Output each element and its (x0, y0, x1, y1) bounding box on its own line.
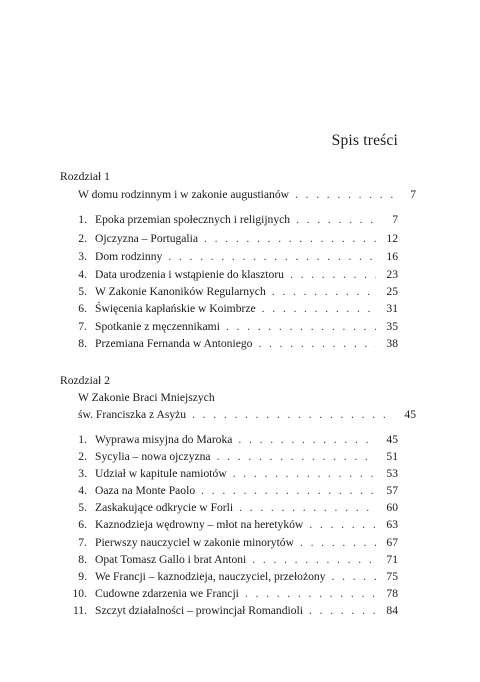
toc-entry (60, 568, 398, 586)
leader-dots (252, 551, 376, 569)
toc-entry (60, 248, 398, 266)
entry-page: 63 (386, 518, 398, 531)
entry-page: 67 (386, 536, 398, 549)
entry-page: 12 (386, 232, 398, 245)
toc-entry (60, 431, 398, 449)
toc-entry (60, 499, 398, 517)
toc-entry (60, 585, 398, 603)
entry-number: 4. (78, 268, 87, 281)
entry-number: 6. (78, 518, 87, 531)
chapter-2-heading-line1: W Zakonie Braci Mniejszych (78, 391, 215, 404)
leader-dots (217, 448, 376, 466)
entry-page: 60 (386, 501, 398, 514)
entry-title: Oaza na Monte Paolo (95, 484, 196, 497)
leader-dots (295, 186, 394, 204)
chapter-1-page: 7 (410, 188, 416, 201)
entry-page: 31 (386, 302, 398, 315)
entry-title: Epoka przemian społecznych i religijnych (95, 213, 291, 226)
entry-page: 7 (392, 213, 398, 226)
toc-title: Spis treści (331, 132, 398, 149)
leader-dots (192, 406, 394, 424)
entry-number: 7. (78, 320, 87, 333)
chapter-1-label: Rozdział 1 (60, 170, 110, 183)
entry-number: 1. (78, 433, 87, 446)
leader-dots (168, 248, 376, 266)
toc-entry (60, 448, 398, 466)
toc-entry (60, 300, 398, 318)
entry-title: Szczyt działalności – prowincjał Romandioli (95, 604, 303, 617)
entry-title: Opat Tomasz Gallo i brat Antoni (95, 553, 247, 566)
entry-title: W Zakonie Kanoników Regularnych (95, 285, 266, 298)
entry-number: 4. (78, 484, 87, 497)
entry-title: Wyprawa misyjna do Maroka (95, 433, 233, 446)
entry-title: Kaznodzieja wędrowny – młot na heretyków (95, 518, 304, 531)
chapter-2-heading-text: św. Franciszka z Asyżu (78, 408, 187, 421)
toc-entry (60, 230, 398, 248)
entry-number: 5. (78, 285, 87, 298)
entry-title: Sycylia – nowa ojczyzna (95, 450, 211, 463)
entry-title: Data urodzenia i wstąpienie do klasztoru (95, 268, 284, 281)
entry-number: 2. (78, 450, 87, 463)
leader-dots (258, 335, 376, 353)
entry-number: 9. (78, 570, 87, 583)
entry-page: 45 (386, 433, 398, 446)
entry-title: Udział w kapitule namiotów (95, 467, 227, 480)
toc-entry (60, 335, 398, 353)
entry-title: Cudowne zdarzenia we Francji (95, 587, 239, 600)
entry-title: We Francji – kaznodzieja, nauczyciel, przełożony (95, 570, 326, 583)
entry-number: 8. (78, 553, 87, 566)
entry-number: 10. (72, 587, 87, 600)
entry-number: 5. (78, 501, 87, 514)
toc-entry (60, 211, 398, 229)
toc-entry (60, 318, 398, 336)
leader-dots (300, 534, 376, 552)
entry-number: 11. (72, 604, 87, 617)
chapter-2-label: Rozdział 2 (60, 374, 110, 387)
toc-entry (60, 283, 398, 301)
entry-number: 2. (78, 232, 87, 245)
entry-page: 78 (386, 587, 398, 600)
entry-page: 75 (386, 570, 398, 583)
entry-page: 35 (386, 320, 398, 333)
entry-number: 3. (78, 467, 87, 480)
entry-page: 38 (386, 337, 398, 350)
leader-dots (226, 318, 376, 336)
entry-title: Zaskakujące odkrycie w Forli (95, 501, 234, 514)
leader-dots (204, 230, 376, 248)
chapter-2-page: 45 (404, 408, 416, 421)
leader-dots (309, 516, 376, 534)
chapter-2-heading (60, 406, 416, 424)
entry-page: 71 (386, 553, 398, 566)
entry-title: Pierwszy nauczyciel w zakonie minorytów (95, 536, 294, 549)
leader-dots (272, 283, 376, 301)
leader-dots (239, 499, 376, 517)
entry-title: Przemiana Fernanda w Antoniego (95, 337, 253, 350)
leader-dots (309, 602, 376, 620)
leader-dots (238, 431, 376, 449)
entry-page: 57 (386, 484, 398, 497)
entry-page: 23 (386, 268, 398, 281)
entry-number: 7. (78, 536, 87, 549)
toc-entry (60, 465, 398, 483)
entry-page: 16 (386, 250, 398, 263)
toc-entry (60, 482, 398, 500)
leader-dots (290, 266, 376, 284)
entry-title: Święcenia kapłańskie w Koimbrze (95, 302, 256, 315)
toc-entry (60, 602, 398, 620)
entry-title: Dom rodzinny (95, 250, 163, 263)
toc-entry (60, 516, 398, 534)
chapter-1-heading (60, 186, 416, 204)
toc-entry (60, 551, 398, 569)
entry-number: 1. (78, 213, 87, 226)
toc-entry (60, 534, 398, 552)
entry-page: 51 (386, 450, 398, 463)
leader-dots (296, 211, 376, 229)
entry-number: 6. (78, 302, 87, 315)
leader-dots (245, 585, 376, 603)
entry-number: 8. (78, 337, 87, 350)
entry-page: 84 (386, 604, 398, 617)
leader-dots (233, 465, 376, 483)
leader-dots (332, 568, 376, 586)
entry-title: Spotkanie z męczennikami (95, 320, 220, 333)
leader-dots (262, 300, 376, 318)
chapter-1-heading-text: W domu rodzinnym i w zakonie augustianów (78, 188, 290, 201)
toc-entry (60, 266, 398, 284)
entry-page: 25 (386, 285, 398, 298)
entry-title: Ojczyzna – Portugalia (95, 232, 199, 245)
entry-number: 3. (78, 250, 87, 263)
entry-page: 53 (386, 467, 398, 480)
leader-dots (201, 482, 376, 500)
